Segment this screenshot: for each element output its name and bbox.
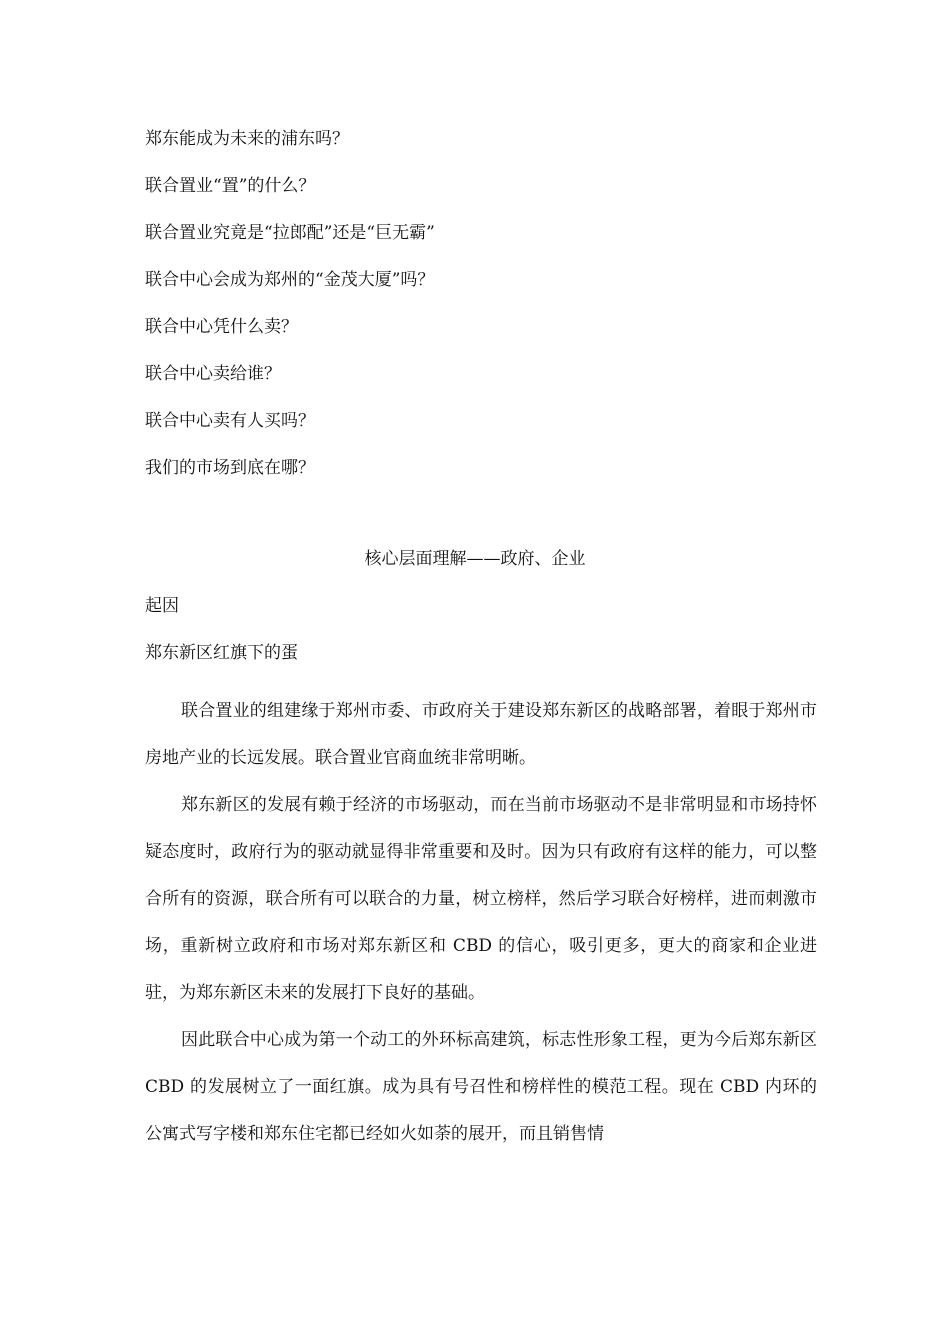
question-item: 郑东能成为未来的浦东吗？ xyxy=(145,129,349,149)
sub-heading-cause: 起因 xyxy=(145,596,179,616)
question-item: 联合中心卖有人买吗？ xyxy=(145,411,315,431)
section-title: 核心层面理解——政府、企业 xyxy=(364,549,586,569)
body-text xyxy=(145,688,817,1158)
paragraph: 联合置业的组建缘于郑州市委、市政府关于建设郑东新区的战略部署，着眼于郑州市房地产业的长远发展。联合置业官商血统非常明晰。 xyxy=(145,701,817,768)
question-item: 联合置业“置”的什么？ xyxy=(145,176,316,196)
question-item: 联合中心凭什么卖？ xyxy=(145,317,298,337)
paragraph: 郑东新区的发展有赖于经济的市场驱动，而在当前市场驱动不是非常明显和市场持怀疑态度时，政府行为的驱动就显得非常重要和及时。因为只有政府有这样的能力，可以整合所有的资源，联合所有可以联合的力量，树立榜样，然后学习联合好榜样，进而刺激市场，重新树立政府和市场对郑东新区和 CBD 的信心，吸引更多，更大的商家和企业进驻，为郑东新区未来的发展打下良好的基础。 xyxy=(145,795,817,1003)
sub-heading-red-flag: 郑东新区红旗下的蛋 xyxy=(145,643,298,663)
question-list xyxy=(145,127,825,503)
question-item: 我们的市场到底在哪？ xyxy=(145,458,315,478)
question-item: 联合置业究竟是“拉郎配”还是“巨无霸” xyxy=(145,223,435,243)
paragraph: 因此联合中心成为第一个动工的外环标高建筑，标志性形象工程，更为今后郑东新区 CBD 的发展树立了一面红旗。成为具有号召性和榜样性的模范工程。现在 CBD 内环的公寓式写字楼和郑东住宅都已经如火如荼的展开，而且销售情 xyxy=(145,1030,817,1144)
question-item: 联合中心会成为郑州的“金茂大厦”吗？ xyxy=(145,270,435,290)
question-item: 联合中心卖给谁？ xyxy=(145,364,281,384)
